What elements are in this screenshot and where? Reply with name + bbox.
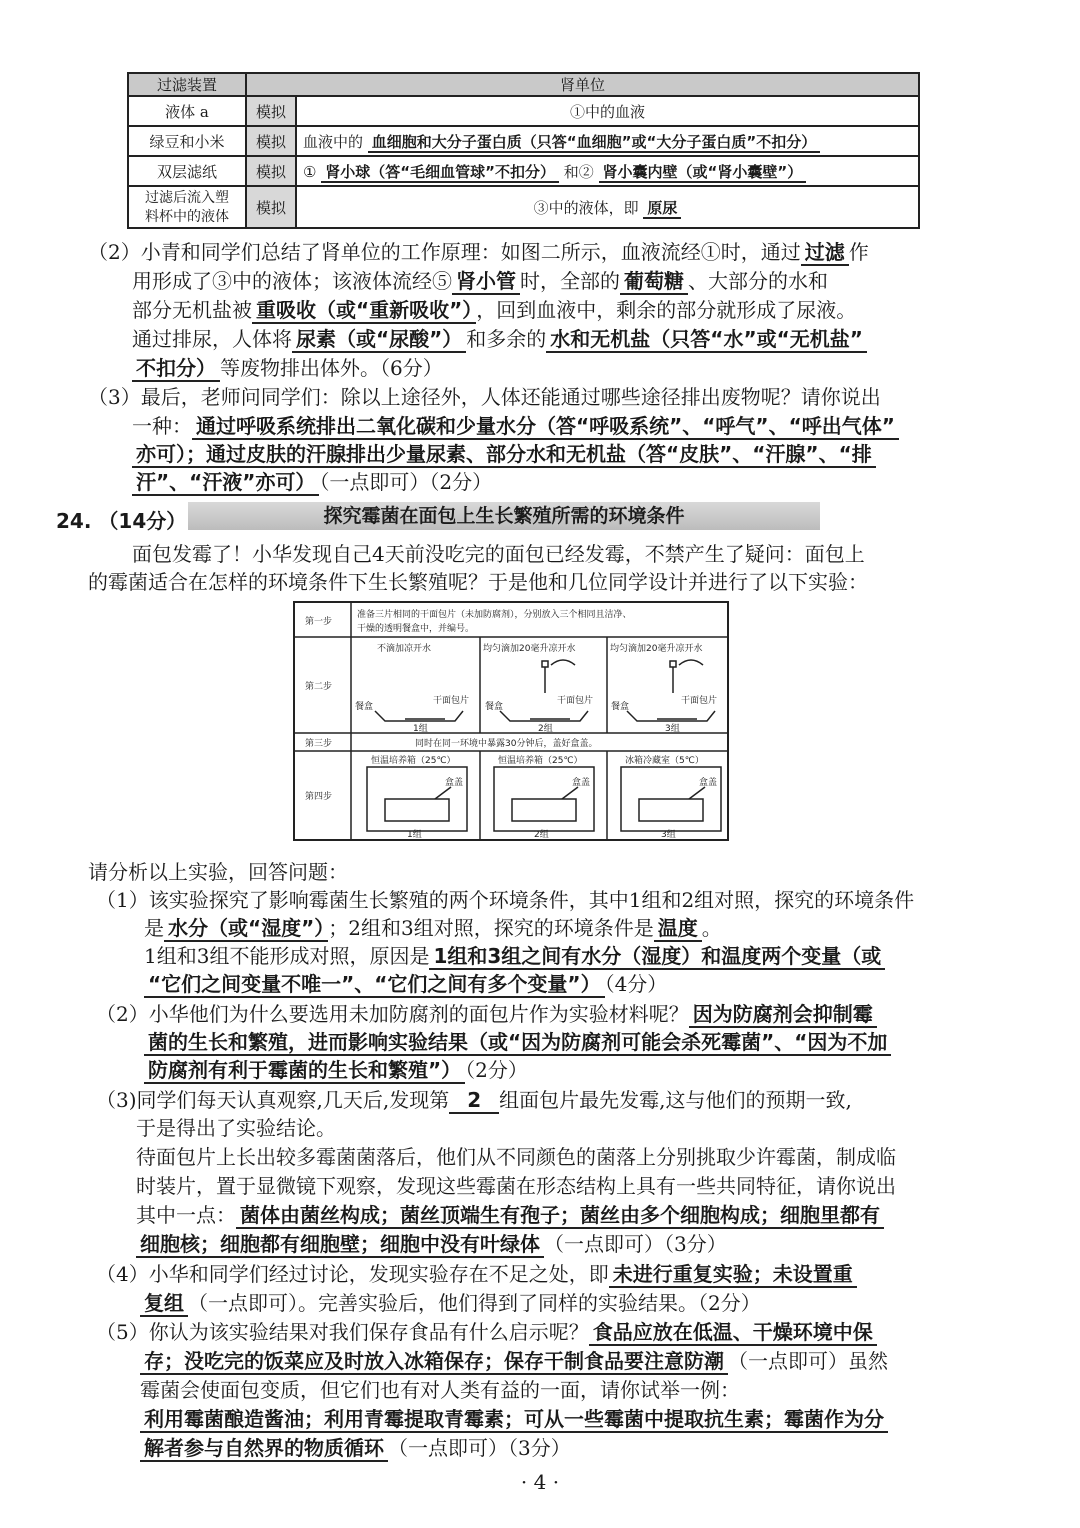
table-cell-prefix: 血液中的 (303, 132, 364, 151)
fig-group-3: 3组 (661, 830, 676, 839)
experiment-figure (293, 601, 729, 841)
q24-title-banner: 探究霉菌在面包上生长繁殖所需的环境条件 (188, 502, 820, 530)
q24-number: 24. （14分） (56, 509, 187, 533)
a2-line-1: （2）小华他们为什么要选用未加防腐剂的面包片作为实验材料呢？ 因为防腐剂会抑制霉 (96, 998, 877, 1027)
a3-line-6: 细胞核；细胞都有细胞壁；细胞中没有叶绿体 （一点即可）（3分） (136, 1228, 727, 1257)
table-header-left: 过滤装置 (128, 73, 246, 96)
fig-step4-label: 第四步 (305, 792, 333, 802)
table-cell-mid: 和② (563, 162, 594, 181)
a3-line-2: 于是得出了实验结论。 (136, 1116, 336, 1140)
fig-col2-label: 均匀滴加20毫升凉开水 (483, 644, 576, 654)
fig-step1-label: 第一步 (305, 617, 333, 627)
answer-blank: 2 (449, 1088, 499, 1114)
q2-line-4: 通过排尿，人体将 尿素（或“尿酸”） 和多余的 水和无机盐（只答“水”或“无机盐” (132, 323, 867, 352)
fig-step2-label: 第二步 (305, 682, 333, 692)
fig-step1-text2: 干燥的透明餐盒中，并编号。 (357, 624, 475, 634)
a5-line-2: 存；没吃完的饭菜应及时放入冰箱保存；保存干制食品要注意防潮 （一点即可）虽然 (140, 1345, 888, 1374)
table-cell-item (128, 186, 246, 228)
table-cell-content (296, 186, 919, 228)
answer-blank: 未进行重复实验；未设置重 (609, 1262, 857, 1288)
a1-line-1: （1）该实验探究了影响霉菌生长繁殖的两个环境条件，其中1组和2组对照，探究的环境条件 (96, 888, 915, 912)
answer-blank: “它们之间变量不唯一”、“它们之间有多个变量”） (144, 972, 605, 998)
analysis-lead: 请分析以上实验，回答问题： (88, 860, 348, 884)
a2-line-2 (144, 1026, 891, 1055)
fig-group-2: 2组 (538, 724, 553, 734)
answer-blank: 菌体由菌丝构成；菌丝顶端生有孢子；菌丝由多个细胞构成；细胞里都有 (236, 1203, 884, 1229)
experiment-diagram (295, 603, 727, 839)
table-cell-content (296, 126, 919, 156)
answer-blank: 尿素（或“尿酸”） (292, 327, 466, 353)
answer-blank: 解者参与自然界的物质循环 (140, 1436, 388, 1462)
q2-line-2: 用形成了③中的液体；该液体流经⑤ 肾小管 时，全部的 葡萄糖 、大部分的水和 (132, 269, 828, 293)
table-row (128, 186, 919, 228)
a1-line-4: “它们之间变量不唯一”、“它们之间有多个变量”） （4分） (144, 968, 667, 997)
fig-step3-label: 第三步 (305, 739, 333, 749)
fig-step1-text1: 准备三片相同的干面包片（未加防腐剂），分别放入三个相同且洁净、 (357, 610, 632, 620)
fig-bread-label: 干面包片 (433, 696, 470, 706)
table-cell-verb: 模拟 (246, 186, 296, 228)
answer-blank: 不扣分） (132, 356, 220, 382)
fig-col3-label: 均匀滴加20毫升凉开水 (610, 644, 703, 654)
q2-line-1: （2）小青和同学们总结了肾单位的工作原理：如图二所示，血液流经①时，通过 过滤 作 (88, 240, 869, 264)
filter-model-table (127, 72, 920, 229)
table-cell-item-line1: 过滤后流入塑 (145, 190, 229, 206)
table-cell-item: 绿豆和小米 (128, 126, 246, 156)
answer-blank: 细胞核；细胞都有细胞壁；细胞中没有叶绿体 (136, 1232, 544, 1258)
a3-line-3: 待面包片上长出较多霉菌菌落后，他们从不同颜色的菌落上分别挑取少许霉菌，制成临 (136, 1145, 896, 1169)
q2-line-5: 不扣分） 等废物排出体外。（6分） (132, 352, 443, 381)
fig-lid-label: 盒盖 (572, 778, 591, 788)
answer-blank: 水分（或“湿度”） (164, 916, 328, 942)
fig-group-2: 2组 (534, 830, 549, 839)
fig-group-1: 1组 (413, 724, 428, 734)
a5-line-1: （5）你认为该实验结果对我们保存食品有什么启示呢？ 食品应放在低温、干燥环境中保 (96, 1316, 877, 1345)
a4-line-1: （4）小华和同学们经过讨论，发现实验存在不足之处，即 未进行重复实验；未设置重 (96, 1258, 857, 1287)
a3-line-1: （3)同学们每天认真观察,几天后,发现第 2 组面包片最先发霉,这与他们的预期一致, (96, 1088, 852, 1112)
fig-col1-label: 不滴加凉开水 (377, 644, 432, 654)
a3-line-4: 时装片，置于显微镜下观察，发现这些霉菌在形态结构上具有一些共同特征，请你说出 (136, 1174, 896, 1198)
table-header (128, 73, 919, 96)
a5-line-3: 霉菌会使面包变质，但它们也有对人类有益的一面，请你试举一例： (140, 1378, 740, 1402)
table-cell-item-line2: 料杯中的液体 (145, 209, 229, 225)
table-cell-item: 双层滤纸 (128, 156, 246, 186)
q2-line-3: 部分无机盐被 重吸收（或“重新吸收”） ，回到血液中，剩余的部分就形成了尿液。 (132, 298, 857, 322)
answer-blank: 重吸收（或“重新吸收”） (252, 298, 476, 324)
answer-blank: 肾小管 (452, 269, 520, 295)
answer-blank: 血细胞和大分子蛋白质（只答“血细胞”或“大分子蛋白质”不扣分） (368, 133, 820, 153)
fig-lid-label: 盒盖 (699, 778, 718, 788)
answer-blank: 1组和3组之间有水分（湿度）和温度两个变量（或 (429, 944, 885, 970)
q24-intro-2: 的霉菌适合在怎样的环境条件下生长繁殖呢？于是他和几位同学设计并进行了以下实验： (88, 570, 868, 594)
a5-line-5: 解者参与自然界的物质循环 （一点即可）（3分） (140, 1432, 571, 1461)
q3-line-1: （3）最后，老师问同学们：除以上途径外，人体还能通过哪些途径排出废物呢？请你说出 (88, 385, 881, 409)
table-cell-verb: 模拟 (246, 96, 296, 126)
fig-bread-label: 干面包片 (557, 696, 594, 706)
table-cell-item: 液体 a (128, 96, 246, 126)
answer-blank: 肾小囊内壁（或“肾小囊壁”） (599, 163, 807, 183)
answer-blank: 通过呼吸系统排出二氧化碳和少量水分（答“呼吸系统”、“呼气”、“呼出气体” (192, 414, 899, 440)
table-header-right: 肾单位 (246, 73, 919, 96)
fig-group-3: 3组 (665, 724, 680, 734)
answer-blank: 原尿 (643, 199, 681, 219)
answer-blank: 葡萄糖 (620, 269, 688, 295)
fig-env-2: 恒温培养箱（25℃） (498, 756, 583, 766)
answer-blank: 因为防腐剂会抑制霉 (689, 1002, 877, 1028)
table-row (128, 96, 919, 126)
table-row (128, 126, 919, 156)
fig-bread-label: 干面包片 (681, 696, 718, 706)
answer-blank: 存；没吃完的饭菜应及时放入冰箱保存；保存干制食品要注意防潮 (140, 1349, 728, 1375)
table-cell-prefix: ① (303, 162, 317, 181)
a5-line-4 (140, 1403, 888, 1432)
a2-line-3: 防腐剂有利于霉菌的生长和繁殖”） （2分） (144, 1054, 528, 1083)
a1-line-3: 1组和3组不能形成对照，原因是 1组和3组之间有水分（湿度）和温度两个变量（或 (144, 940, 885, 969)
answer-blank: 利用霉菌酿造酱油；利用青霉提取青霉素；可从一些霉菌中提取抗生素；霉菌作为分 (140, 1407, 888, 1433)
table-row (128, 156, 919, 186)
answer-blank: 复组 (140, 1291, 188, 1317)
answer-blank: 水和无机盐（只答“水”或“无机盐” (546, 327, 867, 353)
table-cell-verb: 模拟 (246, 126, 296, 156)
q3-line-4: 汗”、“汗液”亦可） （一点即可）（2分） (132, 466, 492, 495)
table-cell-content (296, 156, 919, 186)
q24-intro-1: 面包发霉了！小华发现自己4天前没吃完的面包已经发霉，不禁产生了疑问：面包上 (132, 542, 865, 566)
q3-line-3 (132, 438, 876, 467)
answer-blank: 汗”、“汗液”亦可） (132, 470, 319, 496)
table-cell-prefix: ③中的液体，即 (533, 198, 639, 217)
q3-line-2: 一种： 通过呼吸系统排出二氧化碳和少量水分（答“呼吸系统”、“呼气”、“呼出气体” (132, 410, 899, 439)
a3-line-5: 其中一点： 菌体由菌丝构成；菌丝顶端生有孢子；菌丝由多个细胞构成；细胞里都有 (136, 1199, 884, 1228)
table-cell-content: ①中的血液 (296, 96, 919, 126)
answer-blank: 防腐剂有利于霉菌的生长和繁殖”） (144, 1058, 465, 1084)
answer-blank: 过滤 (801, 240, 849, 266)
fig-box-label: 餐盒 (485, 702, 504, 712)
answer-blank: 食品应放在低温、干燥环境中保 (589, 1320, 877, 1346)
a4-line-2: 复组 （一点即可）。完善实验后，他们得到了同样的实验结果。（2分） (140, 1287, 761, 1316)
fig-step3-text: 同时在同一环境中暴露30分钟后，盖好盒盖。 (415, 739, 598, 749)
answer-blank: 温度 (654, 916, 702, 942)
fig-box-label: 餐盒 (355, 702, 374, 712)
fig-box-label: 餐盒 (611, 702, 630, 712)
fig-group-1: 1组 (407, 830, 422, 839)
page-number: · 4 · (520, 1470, 560, 1494)
fig-env-3: 冰箱冷藏室（5℃） (625, 756, 704, 766)
answer-blank: 肾小球（答“毛细血管球”不扣分） (321, 163, 559, 183)
answer-blank: 菌的生长和繁殖，进而影响实验结果（或“因为防腐剂可能会杀死霉菌”、“因为不加 (144, 1030, 891, 1056)
a1-line-2: 是 水分（或“湿度”） ；2组和3组对照，探究的环境条件是 温度 。 (144, 916, 722, 940)
answer-blank: 亦可）；通过皮肤的汗腺排出少量尿素、部分水和无机盐（答“皮肤”、“汗腺”、“排 (132, 442, 876, 468)
table-cell-verb: 模拟 (246, 156, 296, 186)
fig-lid-label: 盒盖 (445, 778, 464, 788)
fig-env-1: 恒温培养箱（25℃） (371, 756, 456, 766)
